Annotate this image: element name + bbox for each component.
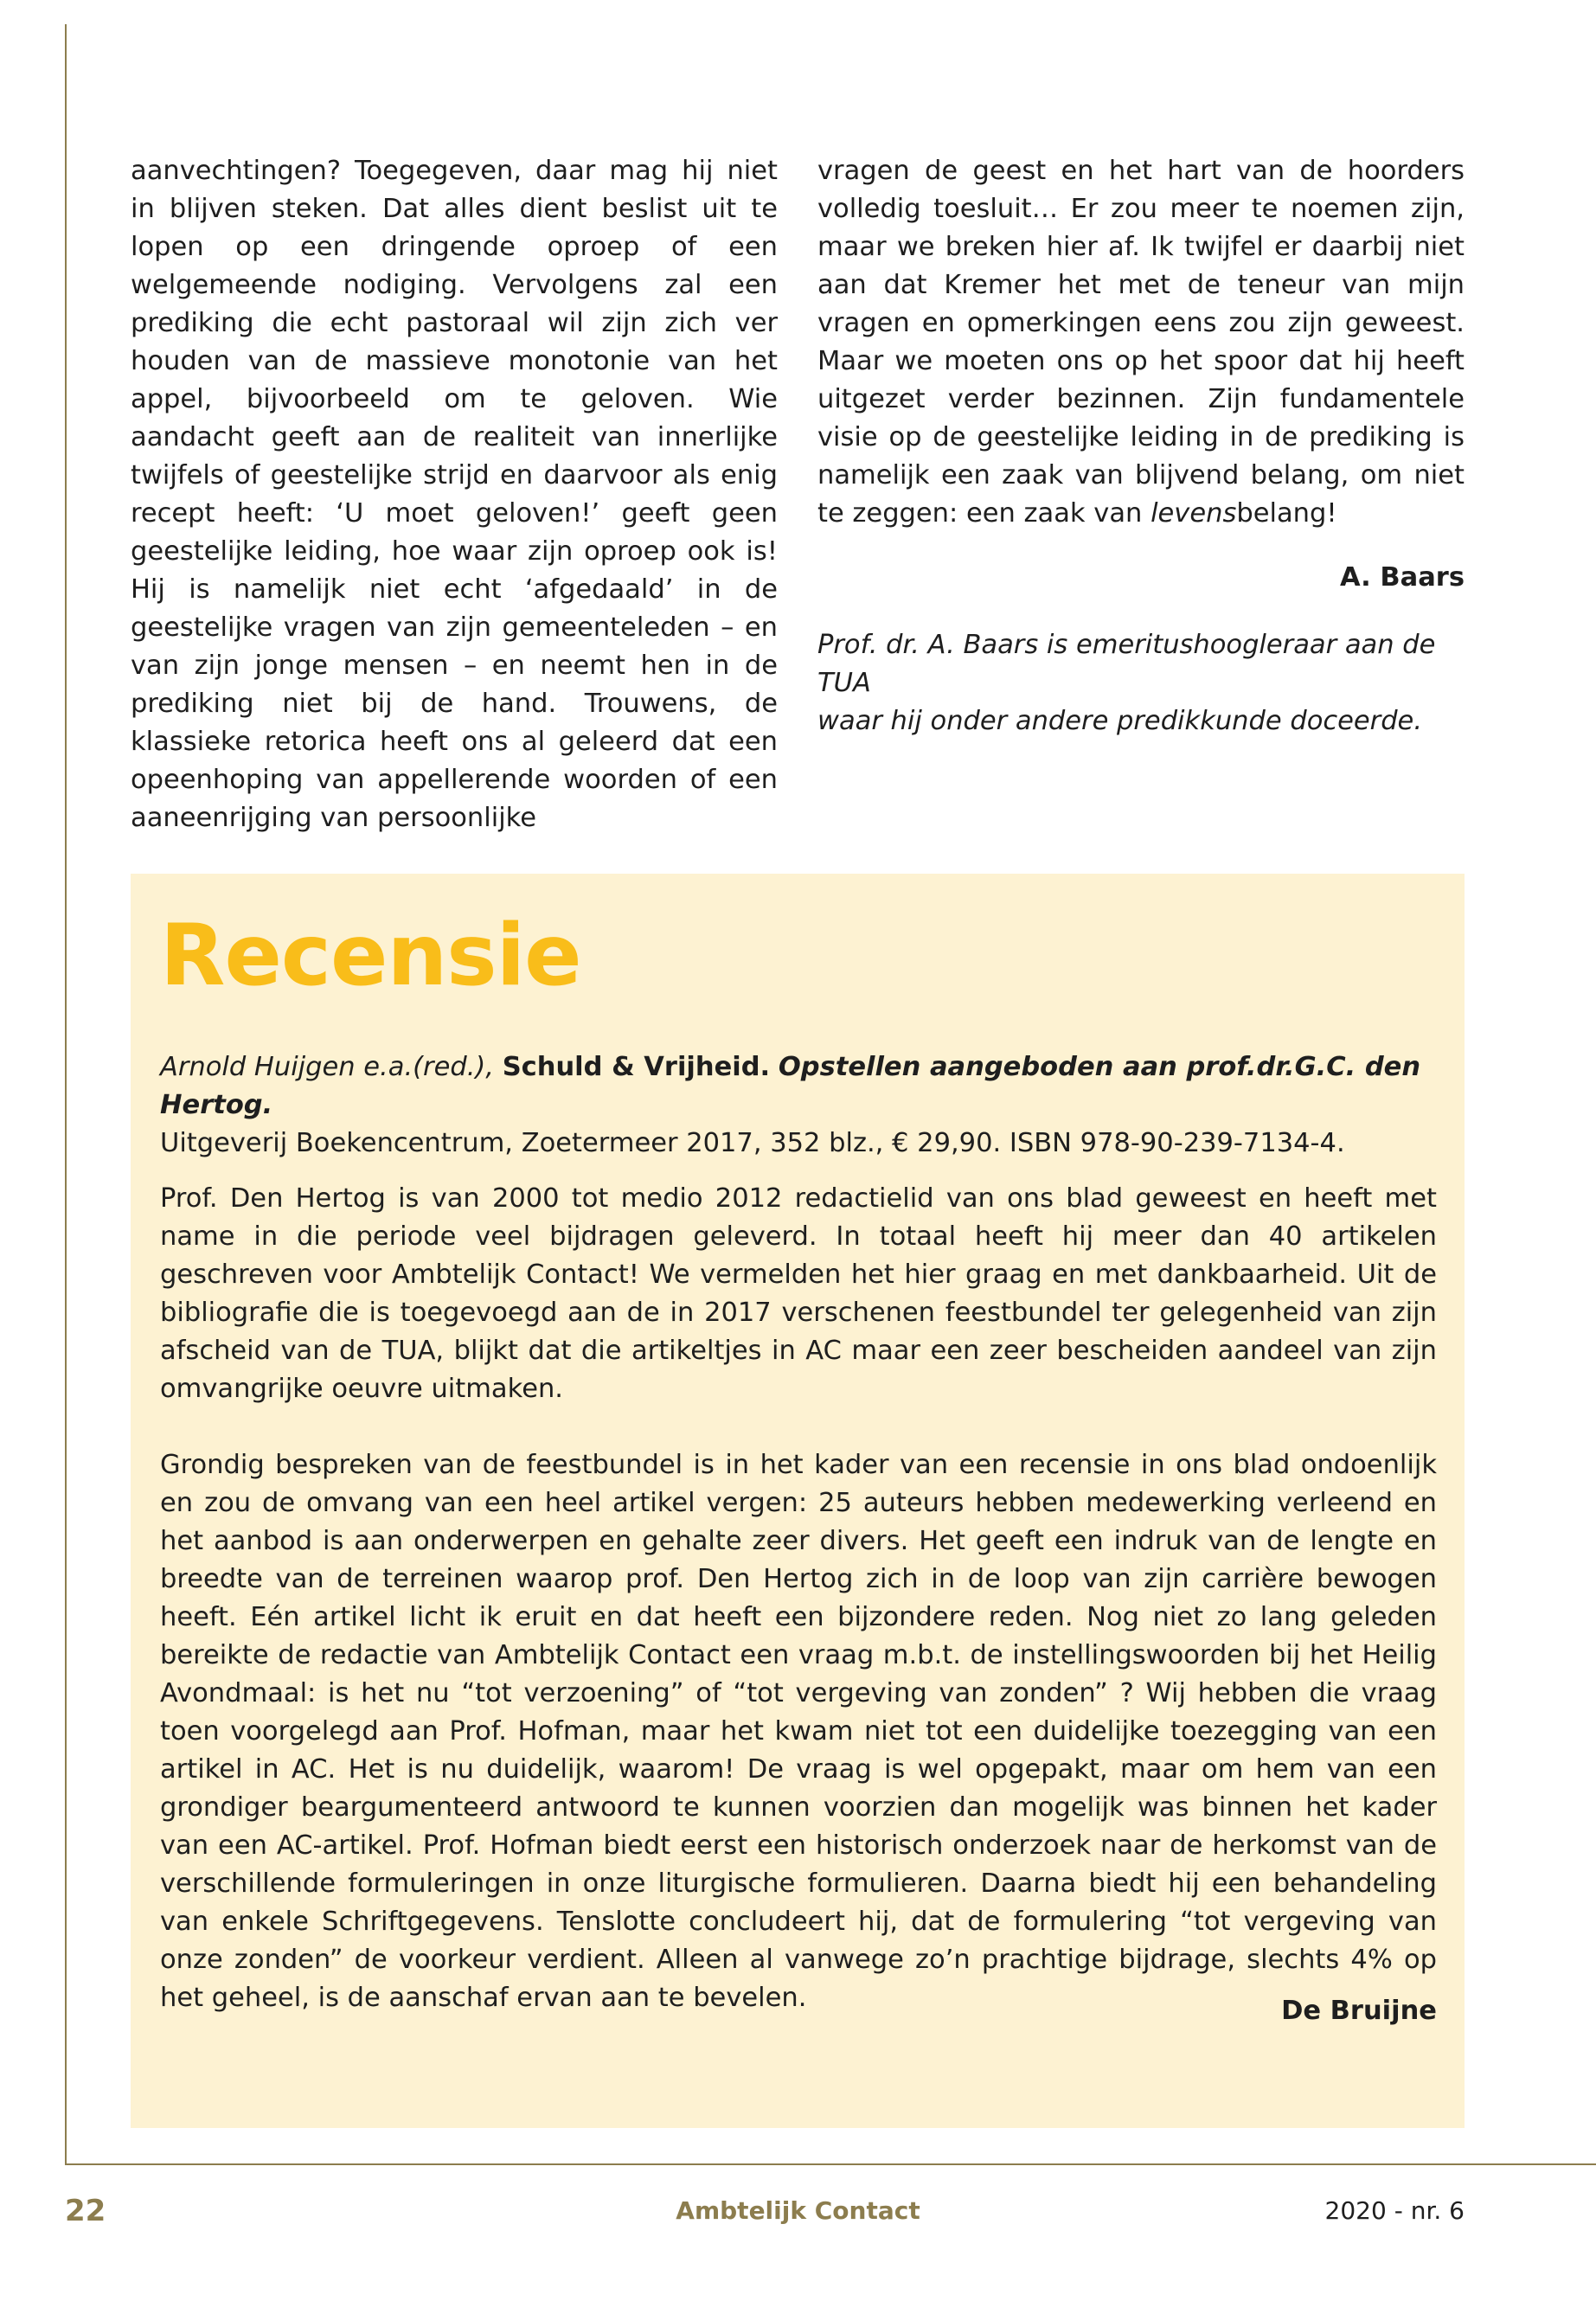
author-bio-line-2: waar hij onder andere predikkunde doceerde. bbox=[817, 706, 1423, 736]
review-paragraph-2: Grondig bespreken van de feestbundel is in het kader van een recensie in ons blad ondoenlijk en zou de omvang van een heel artikel vergen: 25 auteurs hebben medewerking verleend en het aanbod is aan onderwerpen en gehalte zeer divers. Het geeft een indruk van de lengte en breedte van de terreinen waarop prof. Den Hertog zich in de loop van zijn carrière bewogen heeft. Eén artikel licht ik eruit en dat heeft een bijzondere reden. Nog niet zo lang geleden bereikte de redactie van Ambtelijk Contact een vraag m.b.t. de instellingswoorden bij het Heilig Avondmaal: is het nu “tot verzoening” of “tot vergeving van zonden” ? Wij hebben die vraag toen voorgelegd aan Prof. Hofman, maar het kwam niet tot een duidelijke toezegging van een artikel in AC. Het is nu duidelijk, waarom! De vraag is wel opgepakt, maar om hem van een grondiger beargumenteerd antwoord te kunnen voorzien dan mogelijk was binnen het kader van een AC-artikel. Prof. Hofman biedt eerst een historisch onderzoek naar de herkomst van de verschillende formuleringen in onze liturgische formulieren. Daarna biedt hij een behandeling van enkele Schriftgegevens. Tenslotte concludeert hij, dat de formulering “tot vergeving van onze zonden” de voorkeur verdient. Alleen al vanwege zo’n prachtige bijdrage, slechts 4% op het geheel, is de aanschaf ervan aan te bevelen. bbox=[160, 1450, 1437, 2013]
book-publisher: Uitgeverij Boekencentrum, Zoetermeer 2017, 352 blz., € 29,90. ISBN 978-90-239-7134-4. bbox=[160, 1128, 1345, 1158]
review-paragraph-1: Prof. Den Hertog is van 2000 tot medio 2012 redactielid van ons blad geweest en heeft met name in die periode veel bijdragen geleverd. In totaal heeft hij meer dan 40 artikelen geschreven voor Ambtelijk Contact! We vermelden het hier graag en met dankbaarheid. Uit de bibliografie die is toegevoegd aan de in 2017 verschenen feestbundel ter gelegenheid van zijn afscheid van de TUA, blijkt dat die artikeltjes in AC maar een zeer bescheiden aandeel van zijn omvangrijke oeuvre uitmaken. bbox=[160, 1183, 1437, 1404]
article-signature: A. Baars bbox=[1340, 562, 1465, 593]
book-editors: Arnold Huijgen e.a.(red.), bbox=[160, 1052, 494, 1082]
article-column-left bbox=[131, 152, 778, 837]
article-paragraph-left: aanvechtingen? Toegegeven, daar mag hij niet in blijven steken. Dat alles dient beslist uit te lopen op een dringende oproep of een welgemeende nodiging. Vervolgens zal een prediking die echt pastoraal wil zijn zich ver houden van de massieve monotonie van het appel, bijvoorbeeld om te geloven. Wie aandacht geeft aan de realiteit van innerlijke twijfels of geestelijke strijd en daarvoor als enig recept heeft: ‘U moet geloven!’ geeft geen geestelijke leiding, hoe waar zijn oproep ook is! Hij is namelijk niet echt ‘afgedaald’ in de geestelijke vragen van zijn gemeenteleden – en van zijn jonge mensen – en neemt hen in de prediking niet bij de hand. Trouwens, de klassieke retorica heeft ons al geleerd dat een opeenhoping van appellerende woorden of een aaneenrijging van persoonlijke bbox=[131, 156, 778, 833]
book-subtitle: Opstellen aangeboden aan prof.dr.G.C. den Hertog. bbox=[160, 1052, 1421, 1120]
article-paragraph-right bbox=[817, 152, 1465, 533]
review-heading: Recensie bbox=[160, 907, 581, 1005]
journal-name: Ambtelijk Contact bbox=[676, 2196, 920, 2225]
review-box bbox=[131, 874, 1465, 2128]
review-signature: De Bruijne bbox=[1281, 1996, 1437, 2026]
margin-rule-vertical bbox=[65, 24, 67, 2164]
author-bio bbox=[817, 626, 1465, 740]
footer-rule bbox=[65, 2163, 1596, 2165]
book-title: Schuld & Vrijheid. bbox=[502, 1052, 771, 1082]
article-text-right: vragen de geest en het hart van de hoorders volledig toesluit… Er zou meer te noemen zijn, maar we breken hier af. Ik twijfel er daarbij niet aan dat Kremer het met de teneur van mijn vragen en opmerkingen eens zou zijn geweest. Maar we moeten ons op het spoor dat hij heeft uitgezet verder bezinnen. Zijn fundamentele visie op de geestelijke leiding in de prediking is namelijk een zaak van blijvend belang, om niet te zeggen: een zaak van bbox=[817, 156, 1465, 529]
article-text-right-end: belang! bbox=[1236, 498, 1337, 529]
review-body bbox=[160, 1048, 1437, 2017]
article-emphasis: levens bbox=[1151, 498, 1237, 529]
issue-number: 2020 - nr. 6 bbox=[1324, 2196, 1465, 2225]
book-reference bbox=[160, 1048, 1437, 1163]
page-number: 22 bbox=[65, 2194, 106, 2228]
article-column-right bbox=[817, 152, 1465, 740]
author-bio-line-1: Prof. dr. A. Baars is emeritushoogleraar aan de TUA bbox=[817, 630, 1436, 698]
